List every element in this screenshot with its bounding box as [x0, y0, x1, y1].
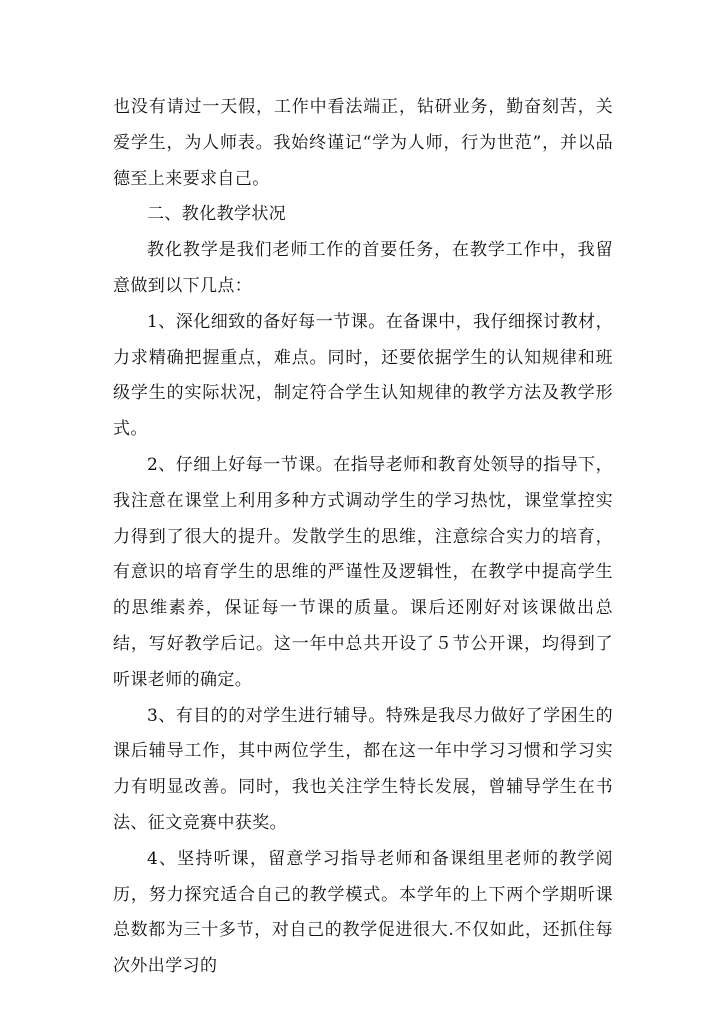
paragraph-continuation: 也没有请过一天假，工作中看法端正，钻研业务，勤奋刻苦，关爱学生，为人师表。我始终谨记“学为人师，行为世范”，并以品德至上来要求自己。 — [113, 97, 613, 189]
paragraph-item-1: 1、深化细致的备好每一节课。在备课中，我仔细探讨教材，力求精确把握重点，难点。同时，还要依据学生的认知规律和班级学生的实际状况，制定符合学生认知规律的教学方法及教学形式。 — [113, 311, 613, 440]
paragraph-item-4: 4、坚持听课，留意学习指导老师和备课组里老师的教学阅历，努力探究适合自己的教学模式。本学年的上下两个学期听课总数都为三十多节，对自己的教学促进很大.不仅如此，还抓住每次外出学习的 — [113, 848, 613, 977]
paragraph-item-3: 3、有目的的对学生进行辅导。特殊是我尽力做好了学困生的课后辅导工作，其中两位学生，都在这一年中学习习惯和学习实力有明显改善。同时，我也关注学生特长发展，曾辅导学生在书法、征文竞赛中获奖。 — [113, 705, 613, 833]
document-body — [113, 90, 613, 985]
section-heading-teaching: 二、教化教学状况 — [147, 204, 287, 225]
paragraph-intro: 教化教学是我们老师工作的首要任务，在教学工作中，我留意做到以下几点： — [113, 240, 613, 296]
paragraph-item-2: 2、仔细上好每一节课。在指导老师和教育处领导的指导下，我注意在课堂上利用多种方式调动学生的学习热忱，课堂掌控实力得到了很大的提升。发散学生的思维，注意综合实力的培育，有意识的培育学生的思维的严谨性及逻辑性，在教学中提高学生的思维素养，保证每一节课的质量。课后还刚好对该课做出总结，写好教学后记。这一年中总共开设了５节公开课，均得到了听课老师的确定。 — [113, 454, 613, 690]
